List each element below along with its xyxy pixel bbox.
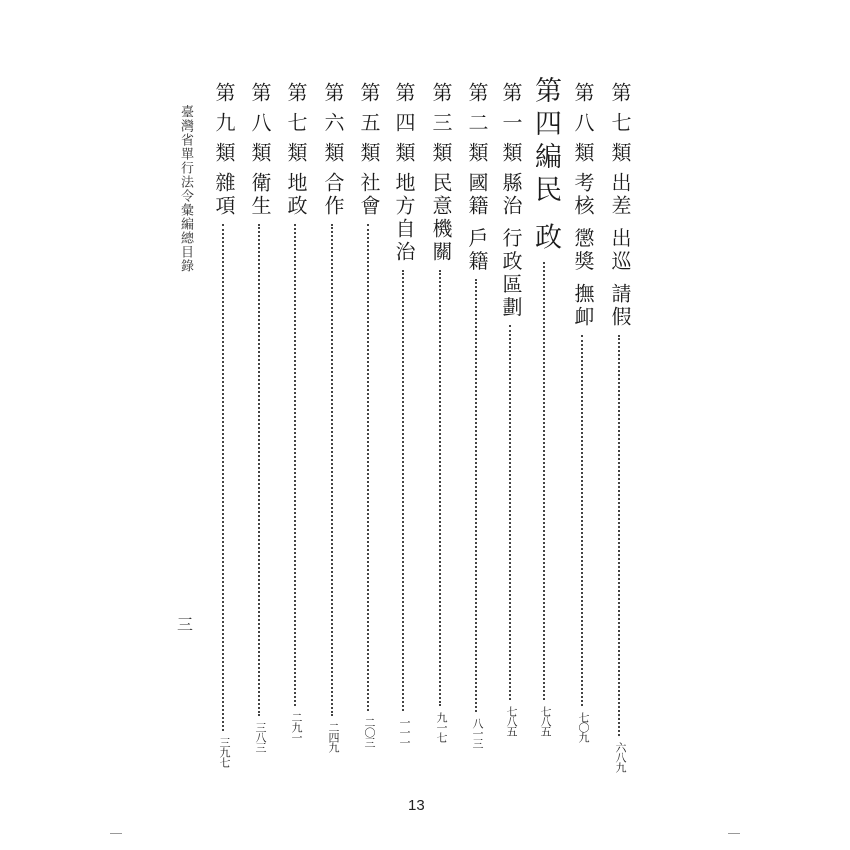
entry-label: 第五類 — [357, 82, 381, 172]
leader-dots — [367, 224, 371, 711]
entry-page-number: 七八五 — [539, 706, 552, 736]
entry-page-number: 七八五 — [505, 706, 518, 736]
entry-page-number: 七〇九 — [577, 712, 590, 742]
entry-label: 第七類 — [608, 82, 632, 172]
crop-mark — [110, 833, 122, 834]
toc-entry-category-5-society — [352, 82, 386, 747]
entry-title: 地政 — [284, 172, 308, 218]
entry-title: 縣治 行政區劃 — [499, 172, 523, 320]
toc-entry-category-4-self-government — [387, 82, 421, 747]
toc-entry-category-8-health — [243, 82, 277, 752]
leader-dots — [331, 224, 335, 716]
leader-dots — [294, 224, 298, 706]
crop-mark — [728, 833, 740, 834]
entry-title: 考核 懲獎 撫卹 — [571, 172, 595, 329]
entry-label: 第八類 — [571, 82, 595, 172]
entry-page-number: 二四九 — [327, 722, 340, 752]
toc-entry-category-2-nationality — [460, 82, 494, 748]
entry-title: 雜項 — [212, 172, 236, 218]
entry-page-number: 六八九 — [614, 742, 627, 772]
entry-label: 第九類 — [212, 82, 236, 172]
entry-label: 第三類 — [429, 82, 453, 172]
entry-page-number: 一一一 — [398, 717, 411, 747]
entry-title: 衛生 — [248, 172, 272, 218]
entry-page-number: 二〇三 — [363, 717, 376, 747]
leader-dots — [439, 270, 443, 706]
entry-title: 國籍 戶籍 — [465, 172, 489, 274]
entry-label: 第四類 — [392, 82, 416, 172]
leader-dots — [402, 270, 406, 711]
entry-label: 第七類 — [284, 82, 308, 172]
toc-entry-category-3-legislature — [424, 82, 458, 742]
toc-entry-category-7-land — [279, 82, 313, 742]
footer-page-number: 13 — [408, 797, 425, 814]
side-page-number: 三 — [177, 615, 194, 634]
leader-dots — [258, 224, 262, 716]
running-header: 臺灣省單行法令彙編總目錄 — [178, 105, 193, 273]
toc-entry-category-6-cooperative — [316, 82, 350, 752]
toc-entry-part-4-civil-affairs — [528, 76, 562, 736]
leader-dots — [222, 224, 226, 731]
entry-page-number: 三八三 — [254, 722, 267, 752]
leader-dots — [581, 335, 585, 706]
part-heading: 第四編 — [530, 76, 561, 175]
toc-entry-category-8-assessment — [566, 82, 600, 742]
entry-page-number: 三九七 — [218, 737, 231, 767]
entry-title: 社會 — [357, 172, 381, 218]
toc-entry-category-1-county — [494, 82, 528, 736]
leader-dots — [475, 279, 479, 712]
entry-page-number: 八一三 — [471, 718, 484, 748]
entry-page-number: 九一七 — [435, 712, 448, 742]
entry-title: 出差 出巡 請假 — [608, 172, 632, 329]
entry-label: 第二類 — [465, 82, 489, 172]
entry-page-number: 二九一 — [290, 712, 303, 742]
part-title: 民 政 — [530, 175, 561, 256]
leader-dots — [618, 335, 622, 736]
entry-title: 合作 — [321, 172, 345, 218]
entry-label: 第六類 — [321, 82, 345, 172]
entry-label: 第八類 — [248, 82, 272, 172]
toc-entry-category-7-travel — [603, 82, 637, 772]
entry-title: 地方自治 — [392, 172, 416, 264]
entry-label: 第一類 — [499, 82, 523, 172]
entry-title: 民意機關 — [429, 172, 453, 264]
leader-dots — [543, 262, 547, 700]
leader-dots — [509, 325, 513, 700]
toc-entry-category-9-misc — [207, 82, 241, 767]
